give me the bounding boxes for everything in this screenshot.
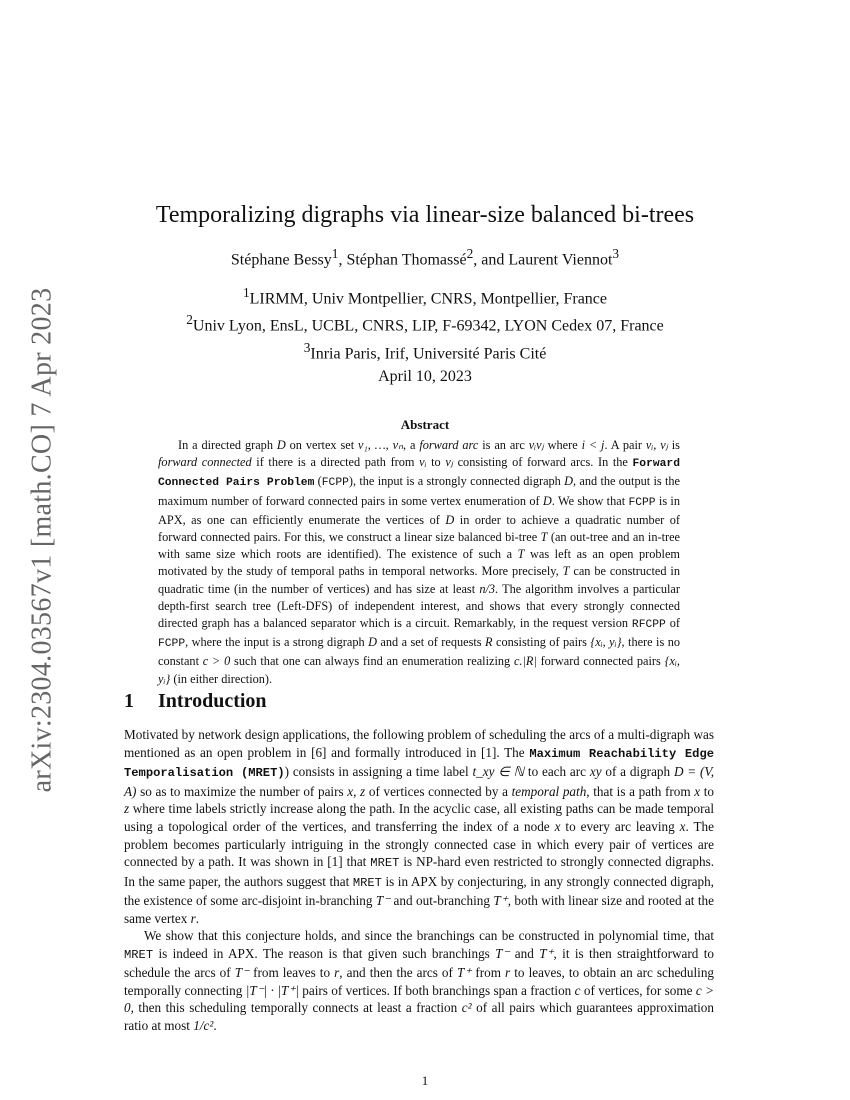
arxiv-identifier: arXiv:2304.03567v1 [math.CO] 7 Apr 2023 (26, 287, 58, 793)
arxiv-sidebar-stamp (20, 280, 64, 800)
affiliation-text: Inria Paris, Irif, Université Paris Cité (310, 344, 547, 362)
affiliation-text: LIRMM, Univ Montpellier, CNRS, Montpellier, France (249, 290, 608, 308)
affiliation (125, 282, 725, 309)
affiliation-mark: 2 (186, 312, 193, 328)
section-number: 1 (124, 690, 134, 712)
section-heading (124, 690, 267, 713)
paper-date: April 10, 2023 (378, 368, 472, 385)
affiliation-text: Univ Lyon, EnsL, UCBL, CNRS, LIP, F-69342, LYON Cedex 07, France (192, 317, 664, 335)
author-mark: 3 (612, 246, 620, 261)
author-name: Laurent Viennot (508, 251, 613, 269)
author-separator: , (338, 251, 347, 269)
author-separator: , and (473, 251, 509, 269)
section-title: Introduction (158, 690, 267, 712)
affiliation-list (125, 282, 725, 364)
abstract-text: In a directed graph D on vertex set v₁, …, vₙ, a forward arc is an arc vᵢvⱼ where i < j. A pair vᵢ, vⱼ is forward connected if there is a directed path from vᵢ to vⱼ consisting of forward arcs. In the Forward Connected Pairs Problem (FCPP), the input is a strongly connected digraph D, and the output is the maximum number of forward connected pairs in some vertex enumeration of D. We show that FCPP is in APX, as one can efficiently enumerate the vertices of D in order to achieve a quadratic number of forward connected pairs. For this, we construct a linear size balanced bi-tree T (an out-tree and an in-tree with same size which roots are identified). The existence of such a T was left as an open problem motivated by the study of temporal paths in temporal networks. More precisely, T can be constructed in quadratic time (in the number of vertices) and has size at least n/3. The algorithm involves a particular depth-first search tree (Left-DFS) of independent interest, and shows that every strongly connected directed graph has a balanced separator which is a circuit. Remarkably, in the request version RFCPP of FCPP, where the input is a strong digraph D and a set of requests R consisting of pairs {xᵢ, yᵢ}, there is no constant c > 0 such that one can always find an enumeration realizing c.|R| forward connected pairs {xᵢ, yᵢ} (in either direction). (158, 438, 681, 686)
page-number: 1 (421, 1073, 429, 1088)
intro-paragraph-2: We show that this conjecture holds, and since the branchings can be constructed in polynomial time, that MRET is indeed in APX. The reason is that given such branchings T⁻ and T⁺, it is then straightforward to schedule the arcs of T⁻ from leaves to r, and then the arcs of T⁺ from r to leaves, to obtain an arc scheduling temporally connecting |T⁻| · |T⁺| pairs of vertices. If both branchings span a fraction c of vertices, for some c > 0, then this scheduling temporally connects at least a fraction c² of all pairs which guarantees approximation ratio at most 1/c². (124, 928, 715, 1033)
author-mark: 1 (331, 246, 339, 261)
affiliation-mark: 3 (303, 339, 311, 355)
abstract-heading: Abstract (400, 417, 450, 432)
affiliation (125, 309, 725, 336)
author-name: Stéphane Bessy (230, 251, 332, 269)
intro-paragraph-1: Motivated by network design applications, the following problem of scheduling the arcs of a multi-digraph was mentioned as an open problem in [6] and formally introduced in [1]. The Maximum Reachability Edge Temporalisation (MRET)) consists in assigning a time label t_xy ∈ ℕ to each arc xy of a digraph D = (V, A) so as to maximize the number of pairs x, z of vertices connected by a temporal path, that is a path from x to z where time labels strictly increase along the path. In the acyclic case, all existing paths can be made temporal using a topological order of the vertices, and transferring the index of a node x to every arc leaving x. The problem becomes particularly intriguing in the strongly connected case in which every pair of vertices are connected by a path. It was shown in [1] that MRET is NP-hard even restricted to strongly connected digraphs. In the same paper, the authors suggest that MRET is in APX by conjecturing, in any strongly connected digraph, the existence of some arc-disjoint in-branching T⁻ and out-branching T⁺, both with linear size and rooted at the same vertex r. (124, 727, 715, 926)
author-mark: 2 (466, 246, 474, 261)
affiliation-mark: 1 (242, 285, 250, 300)
paper-title: Temporalizing digraphs via linear-size balanced bi-trees (155, 202, 695, 228)
author-name: Stéphan Thomassé (346, 251, 467, 269)
author-list (125, 246, 725, 269)
affiliation (125, 337, 725, 364)
